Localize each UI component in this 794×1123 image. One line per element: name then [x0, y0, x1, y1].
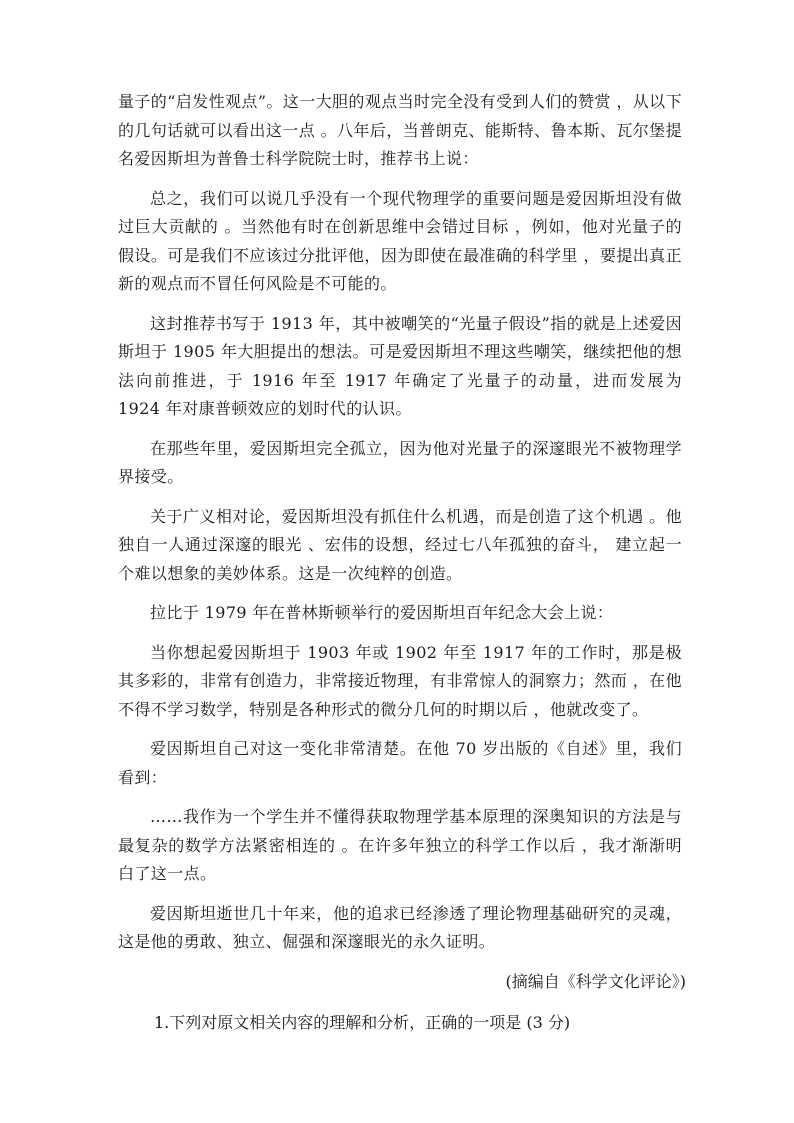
quote-rabi: 当你想起爱因斯坦于 1903 年或 1902 年至 1917 年的工作时，那是极其多彩的，非常有创造力，非常接近物理，有非常惊人的洞察力；然而 ，在他不得不学习数学，特别是各种形式的微分几何的时期以后 ，他就改变了。: [118, 642, 682, 719]
paragraph-isolation: 在那些年里，爱因斯坦完全孤立，因为他对光量子的深邃眼光不被物理学界接受。: [118, 438, 682, 486]
paragraph-recommendation-context: 这封推荐书写于 1913 年，其中被嘲笑的“光量子假设”指的就是上述爱因斯坦于 1905 年大胆提出的想法。可是爱因斯坦不理这些嘲笑，继续把他的想法向前推进，于 1916 年至 1917 年确定了光量子的动量，进而发展为 1924 年对康普顿效应的划时代的认识。: [118, 313, 682, 418]
paragraph-continued: 量子的“启发性观点”。这一大胆的观点当时完全没有受到人们的赞赏 ，从以下的几句话就可以看出这一点 。八年后，当普朗克、能斯特、鲁本斯、瓦尔堡提名爱因斯坦为普鲁士科学院院士时，推荐书上说：: [118, 92, 682, 168]
quote-autobiography: ……我作为一个学生并不懂得获取物理学基本原理的深奥知识的方法是与最复杂的数学方法紧密相连的 。在许多年独立的科学工作以后 ，我才渐渐明白了这一点。: [118, 807, 682, 883]
question-1: 1.下列对原文相关内容的理解和分析，正确的一项是 (3 分): [154, 1013, 571, 1032]
paragraph-general-relativity: 关于广义相对论，爱因斯坦没有抓住什么机遇，而是创造了这个机遇 。他独自一人通过深邃的眼光 、宏伟的设想，经过七八年孤独的奋斗， 建立起一个难以想象的美妙体系。这是一次纯粹的创造。: [118, 506, 682, 583]
paragraph-autobiography-intro: 爱因斯坦自己对这一变化非常清楚。在他 70 岁出版的《自述》里，我们看到：: [118, 739, 682, 787]
quote-recommendation: 总之，我们可以说几乎没有一个现代物理学的重要问题是爱因斯坦没有做过巨大贡献的 。当然他有时在创新思维中会错过目标 ，例如，他对光量子的假设。可是我们不应该过分批评他，因为即使在最准确的科学里 ，要提出真正新的观点而不冒任何风险是不可能的。: [118, 188, 682, 293]
source-citation: (摘编自《科学文化评论》): [505, 971, 686, 991]
paragraph-rabi-intro: 拉比于 1979 年在普林斯顿举行的爱因斯坦百年纪念大会上说：: [150, 603, 614, 622]
paragraph-conclusion: 爱因斯坦逝世几十年来，他的追求已经渗透了理论物理基础研究的灵魂，这是他的勇敢、独立、倔强和深邃眼光的永久证明。: [118, 903, 682, 951]
